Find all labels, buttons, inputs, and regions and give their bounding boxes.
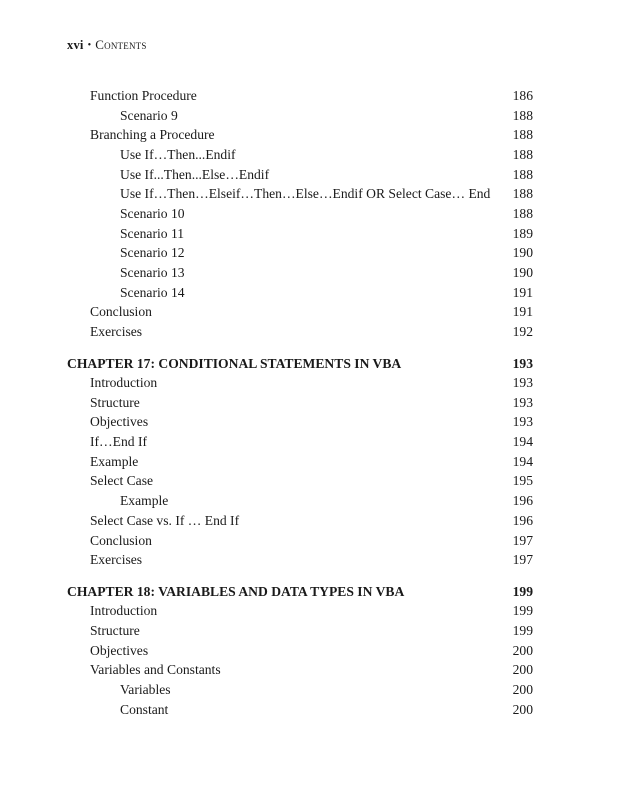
toc-entry[interactable] [0,373,622,393]
toc-page-number: 199 [512,584,533,599]
toc-page-number: 188 [512,108,533,123]
toc-chapter-heading[interactable] [0,582,622,602]
toc-entry[interactable] [0,184,622,204]
toc-entry-title: CHAPTER 17: CONDITIONAL STATEMENTS IN VBA [67,356,402,371]
toc-entry-title: Scenario 13 [120,265,185,280]
toc-entry-title: Introduction [90,375,158,390]
toc-entry[interactable] [0,601,622,621]
toc-entry-title: Use If…Then...Endif [120,147,236,162]
toc-entry[interactable] [0,86,622,106]
toc-entry-title: Function Procedure [90,88,197,103]
running-head [67,37,147,53]
toc-entry[interactable] [0,302,622,322]
toc-entry-title: Select Case vs. If … End If [90,513,240,528]
toc-page-number: 196 [512,493,533,508]
toc-page-number: 200 [512,643,533,658]
toc-page-number: 186 [512,88,533,103]
toc-page-number: 191 [512,285,533,300]
toc-entry-title: Scenario 9 [120,108,178,123]
toc-page-number: 197 [512,552,533,567]
toc-entry[interactable] [0,550,622,570]
toc-page-number: 200 [512,702,533,717]
toc-entry[interactable] [0,243,622,263]
toc-page-number: 193 [512,375,533,390]
toc-entry[interactable] [0,491,622,511]
toc-entry[interactable] [0,660,622,680]
toc-entry[interactable] [0,224,622,244]
toc-entry[interactable] [0,204,622,224]
toc-entry[interactable] [0,641,622,661]
toc-entry-title: Use If…Then…Elseif…Then…Else…Endif OR Select Case… End [120,186,491,201]
toc-entry[interactable] [0,412,622,432]
toc-page-number: 192 [512,324,533,339]
toc-entry-title: Scenario 14 [120,285,185,300]
toc-entry-title: Exercises [90,324,143,339]
toc-entry-title: Scenario 12 [120,245,185,260]
toc-entry-title: Exercises [90,552,143,567]
toc-page-number: 197 [512,533,533,548]
toc-entry[interactable] [0,700,622,720]
toc-entry[interactable] [0,106,622,126]
toc-page-number: 188 [512,127,533,142]
toc-page-number: 191 [512,304,533,319]
toc-page-number: 193 [512,395,533,410]
toc-entry-title: Objectives [90,414,149,429]
toc-page-number: 188 [512,147,533,162]
toc-entry-title: Structure [90,395,140,410]
toc-page-number: 193 [512,356,533,371]
toc-entry-title: Constant [120,702,169,717]
toc-entry-title: CHAPTER 18: VARIABLES AND DATA TYPES IN VBA [67,584,405,599]
toc-entry-title: Conclusion [90,533,152,548]
toc-page-number: 189 [512,226,533,241]
toc-entry-title: Select Case [90,473,154,488]
toc-entry[interactable] [0,165,622,185]
toc-entry-title: Conclusion [90,304,152,319]
toc-page-number: 195 [512,473,533,488]
toc-entry-title: Branching a Procedure [90,127,215,142]
toc-entry-title: Scenario 11 [120,226,185,241]
toc-page-number: 200 [512,682,533,697]
toc-entry[interactable] [0,471,622,491]
page-folio: xvi [67,38,84,52]
toc-page-number: 194 [512,454,533,469]
toc-entry-title: Structure [90,623,140,638]
toc-entry[interactable] [0,452,622,472]
toc-entry-title: Example [120,493,169,508]
toc-page-number: 199 [512,603,533,618]
toc-entry-title: If…End If [90,434,147,449]
toc-entry-title: Objectives [90,643,149,658]
toc-entry[interactable] [0,531,622,551]
running-head-section: Contents [95,37,147,52]
toc-entry[interactable] [0,322,622,342]
toc-entry-title: Use If...Then...Else…Endif [120,167,270,182]
toc-entry[interactable] [0,283,622,303]
toc-entry-title: Example [90,454,139,469]
toc-entry-title: Introduction [90,603,158,618]
toc-page-number: 188 [512,186,533,201]
toc-page-number: 188 [512,167,533,182]
toc-page-number: 199 [512,623,533,638]
toc-chapter-heading[interactable] [0,354,622,374]
toc-page-number: 190 [512,265,533,280]
toc-entry[interactable] [0,432,622,452]
toc-entry-title: Variables [120,682,171,697]
toc-page-number: 190 [512,245,533,260]
toc-entry[interactable] [0,125,622,145]
toc-page-number: 196 [512,513,533,528]
toc-entry[interactable] [0,145,622,165]
toc-page-number: 200 [512,662,533,677]
toc-page-number: 194 [512,434,533,449]
toc-entry[interactable] [0,263,622,283]
toc-page-number: 188 [512,206,533,221]
toc-entry[interactable] [0,621,622,641]
toc-entry[interactable] [0,393,622,413]
toc-entry[interactable] [0,511,622,531]
toc-entry[interactable] [0,680,622,700]
toc-entry-title: Scenario 10 [120,206,185,221]
toc-page-number: 193 [512,414,533,429]
toc-entry-title: Variables and Constants [90,662,221,677]
running-head-separator: • [87,40,92,51]
